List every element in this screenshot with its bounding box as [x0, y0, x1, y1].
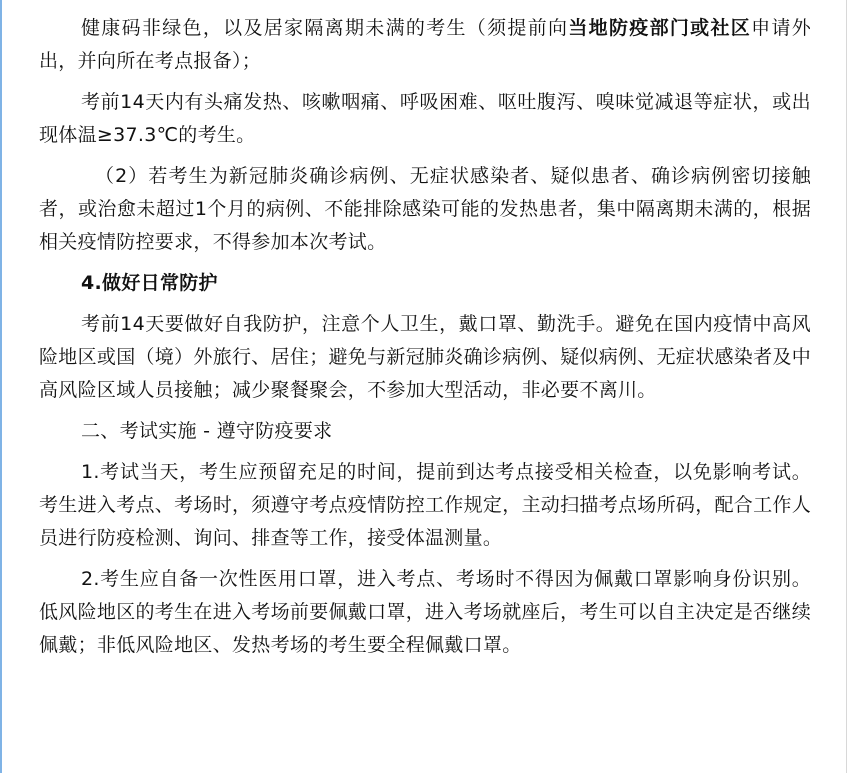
paragraph-masks: 2.考生应自备一次性医用口罩，进入考点、考场时不得因为佩戴口罩影响身份识别。低风险地区的考生在进入考场前要佩戴口罩，进入考场就座后，考生可以自主决定是否继续佩戴；非低风险地区、发热考场的考生要全程佩戴口罩。: [39, 568, 812, 656]
paragraph-self-protection: 考前14天要做好自我防护，注意个人卫生，戴口罩、勤洗手。避免在国内疫情中高风险地区或国（境）外旅行、居住；避免与新冠肺炎确诊病例、疑似病例、无症状感染者及中高风险区域人员接触；减少聚餐聚会，不参加大型活动，非必要不离川。: [39, 313, 812, 401]
left-frame-border: [0, 0, 2, 773]
paragraph-health-code-text: 健康码非绿色，以及居家隔离期未满的考生（须提前向: [81, 17, 569, 39]
paragraph-health-code: [39, 12, 811, 78]
section-heading-daily-protection: 4.做好日常防护: [81, 272, 218, 294]
section-heading-exam-implementation: 二、考试实施 - 遵守防疫要求: [81, 420, 333, 442]
document-body: [39, 12, 811, 670]
paragraph-health-code-emphasis: 当地防疫部门或社区: [568, 17, 752, 39]
paragraph-health-code-tail: 申请外出，并向所在考点报备）；: [39, 17, 812, 72]
paragraph-symptoms: 考前14天内有头痛发热、咳嗽咽痛、呼吸困难、呕吐腹泻、嗅味觉减退等症状，或出现体温≥37.3℃的考生。: [39, 91, 811, 146]
paragraph-exam-day: 1.考试当天，考生应预留充足的时间，提前到达考点接受相关检查，以免影响考试。考生进入考点、考场时，须遵守考点疫情防控工作规定，主动扫描考点场所码，配合工作人员进行防疫检测、询问、排查等工作，接受体温测量。: [39, 461, 812, 549]
paragraph-excluded-candidates: （2）若考生为新冠肺炎确诊病例、无症状感染者、疑似患者、确诊病例密切接触者，或治愈未超过1个月的病例、不能排除感染可能的发热患者，集中隔离期未满的，根据相关疫情防控要求，不得参加本次考试。: [39, 165, 811, 253]
